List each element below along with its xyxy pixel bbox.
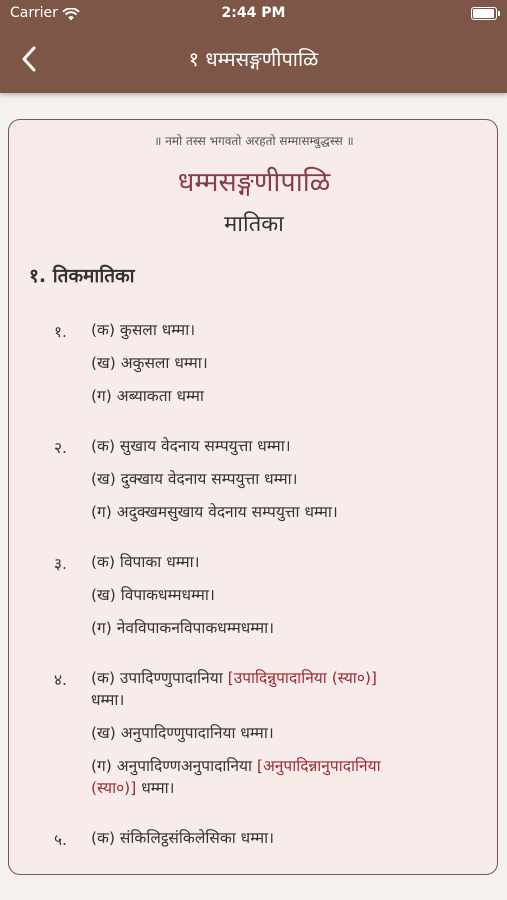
item-text: (ग) अनुपादिण्णअनुपादानिया <box>91 757 252 775</box>
group-number: १. <box>54 323 67 341</box>
chevron-left-icon <box>21 46 37 72</box>
list-item: (ख) विपाकधम्मधम्मा। <box>91 586 215 604</box>
invocation-line: ॥ नमो तस्स भगवतो अरहतो सम्मासम्बुद्धस्स ॥ <box>154 134 354 148</box>
book-title: धम्मसङ्गणीपाळि <box>177 167 331 198</box>
list-item: (ग) अब्याकता धम्मा <box>91 387 204 405</box>
list-item <box>91 666 377 688</box>
group-number: ५. <box>54 831 67 849</box>
group-number: ३. <box>54 555 67 573</box>
section-heading: १. तिकमातिका <box>29 265 135 287</box>
list-item <box>91 754 381 776</box>
battery-icon <box>471 7 497 20</box>
group-number: २. <box>54 439 67 457</box>
item-text: धम्मा। <box>141 779 175 797</box>
list-item: (ग) अदुक्खमसुखाय वेदनाय सम्पयुत्ता धम्मा। <box>91 503 338 521</box>
clock-label: 2:44 PM <box>221 5 286 21</box>
group-number: ४. <box>54 671 67 689</box>
sub-title: मातिका <box>224 212 284 237</box>
list-item: (क) विपाका धम्मा। <box>91 553 200 571</box>
carrier-label: Carrier <box>10 5 58 21</box>
variant-reading: (स्या०)] <box>91 779 137 797</box>
navigation-header <box>0 0 507 93</box>
variant-reading: [उपादिन्नुपादानिया (स्या०)] <box>227 669 377 687</box>
page-title: १ धम्मसङ्गणीपाळि <box>188 47 319 71</box>
variant-reading: [अनुपादिन्नानुपादानिया <box>256 757 381 775</box>
list-item: (ख) अकुसला धम्मा। <box>91 354 208 372</box>
item-continuation: धम्मा। <box>91 691 125 709</box>
list-item: (क) कुसला धम्मा। <box>91 321 196 339</box>
list-item: (ख) अनुपादिण्णुपादानिया धम्मा। <box>91 724 274 742</box>
text-content-card[interactable] <box>8 119 498 875</box>
list-item: (ग) नेवविपाकनविपाकधम्मधम्मा। <box>91 619 275 637</box>
back-button[interactable] <box>14 44 44 74</box>
item-text: (क) उपादिण्णुपादानिया <box>91 669 223 687</box>
list-item: (ख) दुक्खाय वेदनाय सम्पयुत्ता धम्मा। <box>91 470 298 488</box>
status-bar <box>0 0 507 28</box>
item-continuation <box>91 776 175 798</box>
list-item: (क) संकिलिट्ठसंकिलेसिका धम्मा। <box>91 829 274 847</box>
list-item: (क) सुखाय वेदनाय सम्पयुत्ता धम्मा। <box>91 437 291 455</box>
